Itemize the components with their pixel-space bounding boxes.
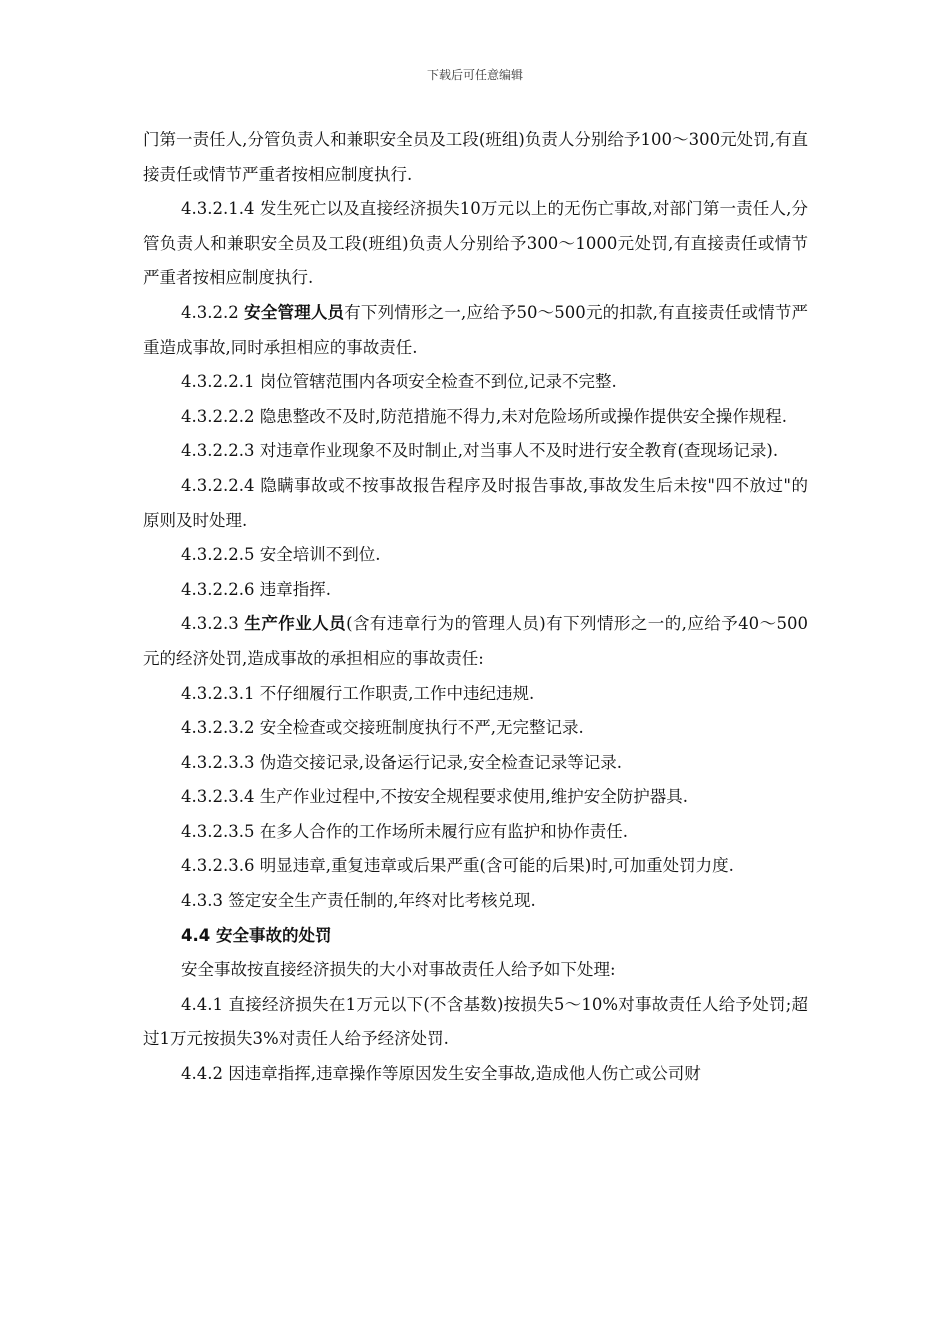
document-body — [143, 123, 808, 1092]
page-header: 下载后可任意编辑 — [426, 68, 523, 82]
section-heading-4-4: 4.4 安全事故的处罚 — [181, 925, 332, 945]
clause-number: 4.3.2.3 — [181, 614, 239, 634]
clause-4-4-1: 4.4.1 直接经济损失在1万元以下(不含基数)按损失5～10%对事故责任人给予处罚;超过1万元按损失3%对责任人给予经济处罚. — [143, 994, 808, 1049]
clause-4-3-2-2-3: 4.3.2.2.3 对违章作业现象不及时制止,对当事人不及时进行安全教育(查现场记录). — [181, 441, 779, 461]
clause-4-3-2-2-2: 4.3.2.2.2 隐患整改不及时,防范措施不得力,未对危险场所或操作提供安全操作规程. — [181, 406, 787, 426]
clause-4-3-3: 4.3.3 签定安全生产责任制的,年终对比考核兑现. — [181, 891, 536, 911]
clause-4-3-2-3-3: 4.3.2.3.3 伪造交接记录,设备运行记录,安全检查记录等记录. — [181, 752, 622, 772]
clause-4-3-2-2 — [143, 296, 808, 365]
clause-4-3-2-3-2: 4.3.2.3.2 安全检查或交接班制度执行不严,无完整记录. — [181, 718, 584, 738]
clause-4-3-2-1-4: 4.3.2.1.4 发生死亡以及直接经济损失10万元以上的无伤亡事故,对部门第一责任人,分管负责人和兼职安全员及工段(班组)负责人分别给予300～1000元处罚,有直接责任或情节严重者按相应制度执行. — [143, 199, 808, 288]
clause-4-3-2-3-5: 4.3.2.3.5 在多人合作的工作场所未履行应有监护和协作责任. — [181, 821, 628, 841]
clause-number: 4.3.2.2 — [181, 302, 239, 322]
clause-4-3-2-2-6: 4.3.2.2.6 违章指挥. — [181, 579, 331, 599]
clause-text: (含有违章行为的管理人员)有下列情形之一的,应给予40～500元的经济处罚,造成事故的承担相应的事故责任: — [143, 614, 809, 668]
clause-4-3-2-3-4: 4.3.2.3.4 生产作业过程中,不按安全规程要求使用,维护安全防护器具. — [181, 787, 688, 807]
clause-4-3-2-3-6: 4.3.2.3.6 明显违章,重复违章或后果严重(含可能的后果)时,可加重处罚力度. — [181, 856, 734, 876]
clause-bold-term: 安全管理人员 — [244, 302, 345, 322]
clause-4-3-2-2-1: 4.3.2.2.1 岗位管辖范围内各项安全检查不到位,记录不完整. — [181, 372, 617, 392]
paragraph-continuation: 门第一责任人,分管负责人和兼职安全员及工段(班组)负责人分别给予100～300元处罚,有直接责任或情节严重者按相应制度执行. — [143, 130, 808, 184]
clause-4-3-2-3-1: 4.3.2.3.1 不仔细履行工作职责,工作中违纪违规. — [181, 683, 535, 703]
clause-4-3-2-2-5: 4.3.2.2.5 安全培训不到位. — [181, 545, 381, 565]
clause-4-3-2-3 — [143, 607, 808, 676]
section-intro: 安全事故按直接经济损失的大小对事故责任人给予如下处理: — [181, 960, 616, 980]
clause-4-4-2: 4.4.2 因违章指挥,违章操作等原因发生安全事故,造成他人伤亡或公司财 — [181, 1064, 701, 1084]
clause-text: 有下列情形之一,应给予50～500元的扣款,有直接责任或情节严重造成事故,同时承担相应的事故责任. — [143, 302, 809, 357]
clause-bold-term: 生产作业人员 — [244, 614, 347, 634]
clause-4-3-2-2-4: 4.3.2.2.4 隐瞒事故或不按事故报告程序及时报告事故,事故发生后未按"四不放过"的原则及时处理. — [143, 475, 808, 530]
